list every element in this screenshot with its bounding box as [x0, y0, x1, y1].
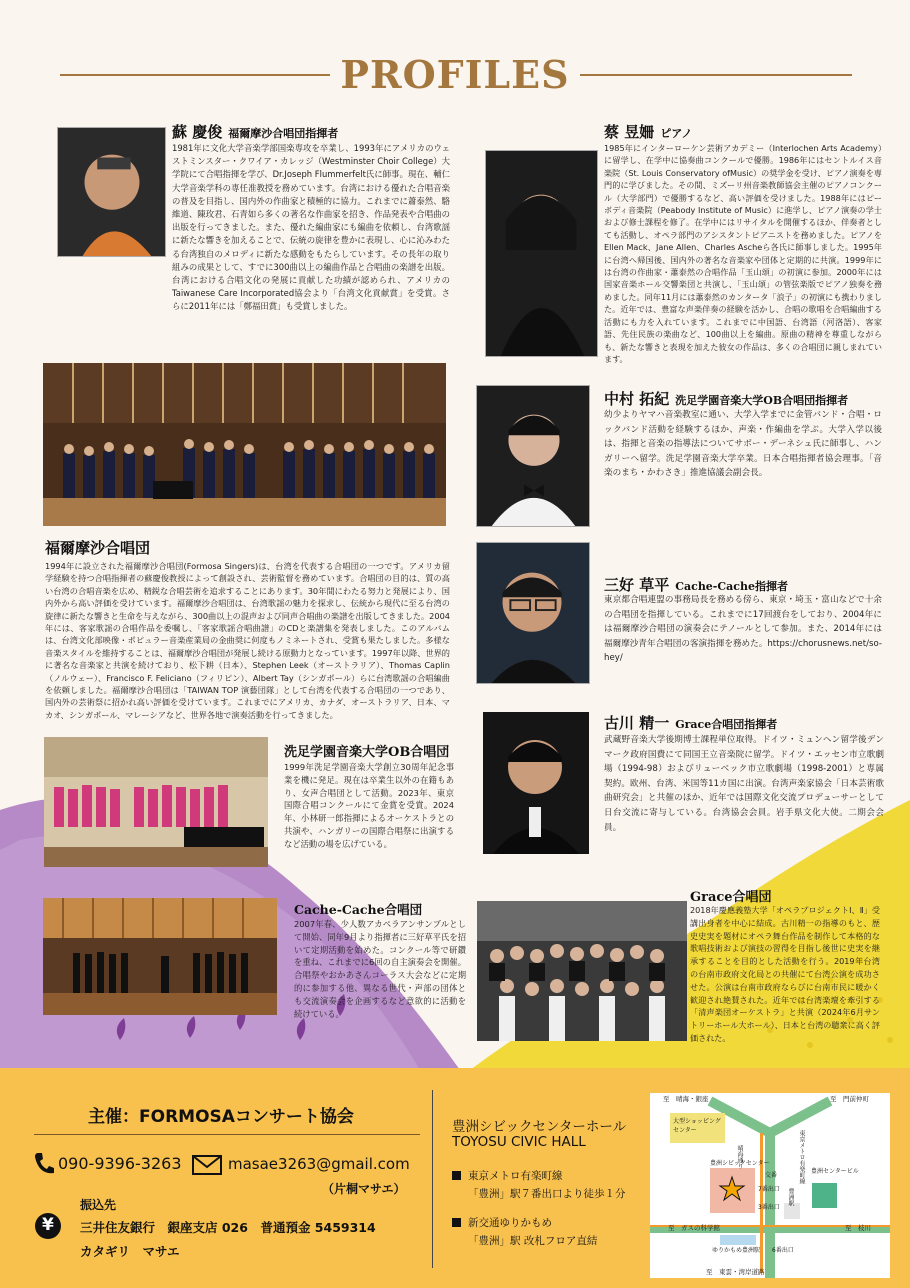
senzoku-choir-photo	[44, 737, 268, 867]
cache-bio: 2007年春、少人数アカペラアンサンブルとして開始、同年9月より指揮者に三好草平氏を招いて定期活動を始めた。コンクール等で研鑽を重ね、これまでに6回の自主演奏会を開催。合唱祭やおかあさんコーラス大会などに定期的に参加する他、異なる世代・声部の団体とも交流演奏会を企画するなど意欲的に活動を続けている。	[294, 919, 466, 1019]
transfer-label: 振込先	[80, 1198, 117, 1212]
senzoku-bio: 1999年洗足学園音楽大学創立30周年記念事業を機に発足。現在は卒業生以外の在籍もあり、女声合唱団として活動。2023年、東京国際合唱コンクールにて金賞を受賞。2024年、小林研一郎指揮によるオーケストラとの共演や、ハンガリーの国際合唱祭に出演するなど活動の場を広げている。	[284, 762, 454, 849]
miyoshi-role: Cache-Cache指揮者	[675, 580, 788, 593]
formosa-choir-photo	[43, 363, 446, 526]
yen-symbol: ¥	[42, 1215, 54, 1235]
map-label-harumi: 至 晴海・銀座	[663, 1095, 709, 1103]
miyoshi-name-line	[604, 574, 788, 595]
map-label-civic: 豊洲シビックセンター	[710, 1160, 770, 1167]
bank-details: 三井住友銀行 銀座支店 026 普通預金 5459314	[80, 1220, 376, 1235]
furukawa-portrait-photo	[483, 712, 589, 854]
furukawa-role: Grace合唱団指揮者	[675, 718, 778, 731]
tsai-name: 蔡 昱姍	[604, 123, 655, 141]
cache-name-text: Cache-Cache合唱団	[294, 902, 423, 917]
furukawa-name: 古川 精一	[604, 714, 670, 732]
grace-bio: 2018年慶應義塾大学「オペラプロジェクトⅠ、Ⅱ」受講出身者を中心に結成。古川精一の指導のもと、歴史史実を題材にオペラ舞台作品を制作して本格的な歌唱技術および演技の習得を目指し後世に史実を継承することを目的とした活動を行う。2019年台湾の台南市政府文化局との共催にて台湾公演を成功させた。公演は台南市政府ならびに台南市民に暖かく歓迎され絶賛された。近年では台湾楽壇を牽引する「清声楽団オーケストラ」と共演（2024年6月サントリーホール大ホール）、日本と台湾の聴衆に高く評価された。	[690, 905, 880, 1043]
footer-divider	[432, 1090, 433, 1268]
venue-name-en: TOYOSU CIVIC HALL	[452, 1134, 586, 1150]
nakamura-portrait-photo	[476, 385, 590, 527]
map-label-harumi-street: 晴海通り	[736, 1145, 743, 1169]
access1-detail: 「豊洲」駅７番出口より徒歩１分	[468, 1188, 626, 1200]
map-label-koban: 交番	[765, 1172, 778, 1179]
account-name: カタギリ マサエ	[80, 1244, 180, 1259]
grace-name-text: Grace合唱団	[690, 890, 772, 905]
nakamura-bio: 幼少よりヤマハ音楽教室に通い、大学入学までに金管バンド・合唱・ロックバンド活動を経験するほか、声楽・作編曲を学ぶ。大学入学以後は、指揮と音楽の指導法についてサボー・デーネシュ氏に師事し、ハンガリーへ留学。洗足学園音楽大学卒業。日本合唱指揮者協会理事。「音楽のまち・かわさき」推進協議会副会長。	[604, 410, 882, 479]
senzoku-name-text: 洗足学園音楽大学OB合唱団	[284, 745, 450, 760]
header-rule-right	[580, 74, 852, 76]
su-name: 蘇 慶俊	[172, 123, 223, 141]
tsai-portrait-photo	[485, 150, 598, 357]
map-label-shopping: 大型ショッピングセンター	[673, 1118, 721, 1134]
header-rule-left	[60, 74, 330, 76]
map-label-monzen: 至 門前仲町	[830, 1095, 869, 1103]
nakamura-name-line	[604, 388, 848, 409]
access1-line: 東京メトロ有楽町線	[468, 1170, 563, 1182]
su-portrait-photo	[57, 127, 166, 257]
su-role: 福爾摩沙合唱団指揮者	[228, 127, 339, 140]
access2-detail: 「豊洲」駅 改札フロア直結	[468, 1235, 598, 1247]
nakamura-name: 中村 拓紀	[604, 390, 670, 408]
su-name-line	[172, 121, 338, 142]
map-label-metro: 東京メトロ有楽町線	[798, 1130, 805, 1184]
venue-name-jp: 豊洲シビックセンターホール	[452, 1119, 627, 1135]
map-label-yurikamome-st: ゆりかもめ豊洲駅	[712, 1247, 761, 1254]
su-bio: 1981年に文化大学音楽学部国楽専攻を卒業し、1993年にアメリカのウェストミンスター・クワイア・カレッジ（Westminster Choir College）大学院にて合唱指揮を学び、Dr.Joseph Flummerfelt氏に師事。現在、輔仁大学音楽学科の専任准教授を務めています。台湾における優れた合唱音楽の普及を目指し、国内外の作曲家と積極的に協力。これまでに蕭泰然、駱維道、陳玫君、石青如ら多くの著名な作曲家を招き、作品発表や合唱曲の出版を行ってきました。また、優れた編曲家にも編曲を依頼し、台湾歌謡に新たな響きを加えることで、伝統の旋律を豊かに表現し、心に沁みわたる台湾独自のメロディに新たな感動をもたらしています。その長年の取り組みの成果として、すでに300曲以上の編曲作品と合唱曲の楽譜を出版。台湾における合唱文化の発展に貢献した功績が認められ、アメリカのTaiwanese Care Incorporated協会より「台湾文化貢献賞」を受賞。さらに2011年には「鄭福田賞」も受賞しました。	[172, 143, 450, 312]
map-label-exit3: 3番出口	[758, 1204, 780, 1211]
map-label-tokyo-bay: 至 東雲・湾岸道路	[706, 1268, 765, 1276]
miyoshi-portrait-photo	[476, 542, 590, 684]
page-title: PROFILES	[340, 52, 570, 97]
miyoshi-bio: 東京都合唱連盟の事務局長を務める傍ら、東京・埼玉・富山などで十余の合唱団を指揮している。これまでに17回渡台をしており、2004年には福爾摩沙合唱団の演奏会にテノールとして参加。また、2014年には福爾摩沙青年合唱団の客演指揮を務めた。https://chorusnews.net/so-hey/	[604, 595, 882, 664]
access1-bullet	[452, 1171, 461, 1180]
senzoku-name	[284, 741, 449, 760]
phone-icon	[34, 1151, 54, 1175]
organizer-label: 主催：FORMOSAコンサート協会	[88, 1107, 354, 1127]
cache-choir-photo	[43, 898, 277, 1015]
tsai-bio: 1985年にインターローケン芸術アカデミー（Interlochen Arts Academy）に留学し、在学中に協奏曲コンクールで優勝。1986年にはセントルイス音楽院（St. Louis Conservatory ofMusic）の奨学金を受け、ピアノ演奏を専門的に学びました。その間、ミズーリ州音楽教師協会主催のピアノコンクール（大学部門）で優勝するなど、高い評価を受けました。1988年にはピーボディ音楽院（Peabody Institute of Music）に進学し、ピアノ演奏の学士および修士課程を修了。在学中にはリサイタルを開催するほか、伴奏者としても活動し、オペラ部門のアシスタントピアニストを務めました。ピアノをEllen Mack、Jane Allen、Charles Ascheら各氏に師事しました。1995年に台湾へ帰国後、国内外の著名な音楽家や団体と定期的に共演。1999年には台湾の作曲家・蕭泰然の合唱作品「玉山頌」の初演に参加。2000年には国家音楽ホール交響楽団と共演し、「玉山頌」の管弦楽版でピアノ独奏を務めました。同年11月には蕭泰然のカンタータ「浪子」の初演にも携わりました。近年では、豊富な声楽伴奏の経験を活かし、合唱の歌唱を合唱編曲する活動にも力を入れています。これまでに中国語、台湾語（河洛語）、客家語、先住民族の楽曲など、100曲以上を編曲。原曲の精神を尊重しながらも、新たな響きと表現を加えた彼女の作品は、多くの合唱団に親しまれています。	[604, 143, 882, 364]
map-label-exit6: 6番出口	[772, 1247, 794, 1254]
formosa-name-text: 福爾摩沙合唱団	[45, 539, 151, 557]
organizer-underline	[34, 1134, 420, 1135]
phone-number[interactable]: 090-9396-3263	[58, 1154, 182, 1173]
email-address[interactable]: masae3263@gmail.com	[228, 1155, 410, 1173]
furukawa-bio: 武蔵野音楽大学後期博士課程単位取得。ドイツ・ミュンヘン留学後デンマーク政府国費にて同国王立音楽院に留学。ドイツ・エッセン市立歌劇場（1994-98）およびリューベック市立歌劇場（1998-2001）と専属契約。欧州、台湾、米国等11カ国に出演。台湾声楽家協会「日本芸術歌曲研究会」と共催のほか、近年では国際文化交流プロデューサーとして日台交流に寄与している。台湾協会会員。岩手県文化大使。二期会会員。	[604, 735, 884, 833]
formosa-name	[45, 537, 150, 558]
miyoshi-name: 三好 草平	[604, 576, 670, 594]
map-label-toyosu-st: 豊洲駅	[787, 1188, 794, 1206]
map-label-center-bldg: 豊洲センタービル	[811, 1168, 859, 1175]
access2-line: 新交通ゆりかもめ	[468, 1217, 552, 1229]
tsai-role: ピアノ	[660, 127, 693, 140]
furukawa-name-line	[604, 712, 777, 733]
map-label-gas: 至 ガスの科学館	[668, 1224, 720, 1232]
mail-icon	[192, 1155, 222, 1175]
formosa-bio: 1994年に設立された福爾摩沙合唱団(Formosa Singers)は、台湾を代表する合唱団の一つです。アメリカ留学経験を持つ合唱指揮者の蘇慶俊教授によって創設され、芸術監督を務めています。合唱団の目的は、質の高い台湾の合唱音楽を広め、精鋭な合唱芸術を追求することにあります。30年間にわたる努力と発展により、国内外から高い評価を受けています。福爾摩沙合唱団は、台湾歌謡の魅力を探求し、伝統から現代に至る台湾の旋律に新たな響きと生命を与えながら、300曲以上の混声および同声合唱曲の楽譜を出版してきました。2004年には、客家歌謡の合唱作品を委嘱し、「客家歌謡合唱曲譜」のCDと楽譜集を発表しました。このアルバムは、台湾文化部映像・ポピュラー音楽産業局の金曲奨に何度もノミネートされ、受賞も果たしました。多様な音楽スタイルを維持することは、福爾摩沙合唱団が発展し続ける原動力となっています。1997年以降、世界的に著名な音楽家と共演を続けており、松下耕（日本）、Stephen Leek（オーストラリア）、Thomas Caplin（ノルウェー）、Francisco F. Feliciano（フィリピン）、Albert Tay（シンガポール）らに台湾歌謡の合唱編曲を依頼しました。福爾摩沙合唱団は「TAIWAN TOP 演藝団隊」として台湾を代表する合唱団の一つであり、国内外の芸術祭に招かれ高い評価を受けています。これまでにアメリカ、カナダ、オーストラリア、日本、マカオ、シンガポール、マレーシアなど、世界各地で演奏活動を行ってきました。	[45, 561, 450, 720]
tsai-name-line	[604, 121, 692, 142]
grace-choir-photo	[477, 901, 687, 1041]
access2-bullet	[452, 1218, 461, 1227]
cache-name	[294, 899, 422, 918]
grace-name	[690, 886, 772, 905]
map-label-exit7: 7番出口	[758, 1186, 780, 1193]
contact-name: （片桐マサエ）	[322, 1182, 406, 1196]
map-label-edagawa: 至 枝川	[845, 1224, 871, 1232]
nakamura-role: 洗足学園音楽大学OB合唱団指揮者	[675, 394, 849, 407]
